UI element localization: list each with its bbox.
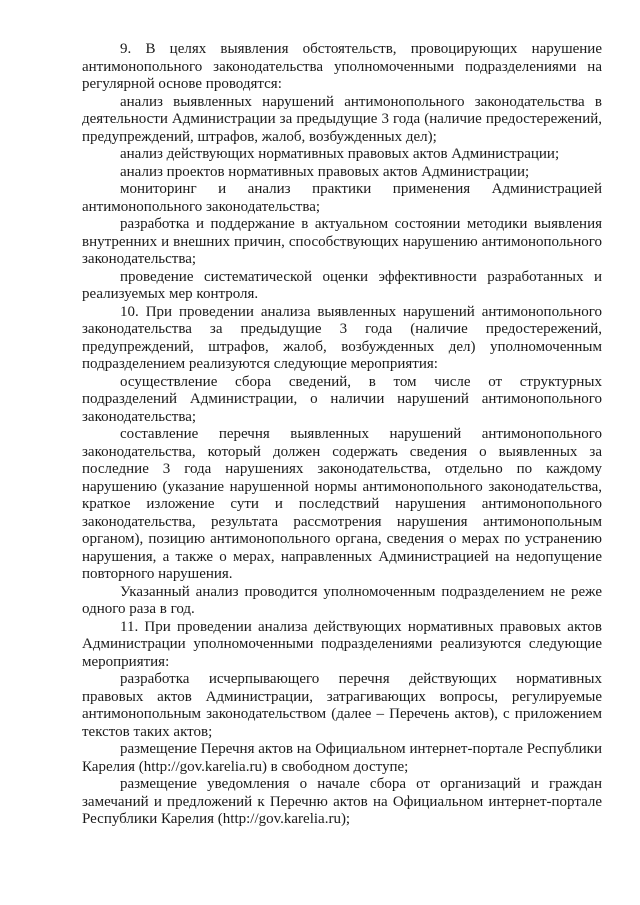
paragraph-9-intro: 9. В целях выявления обстоятельств, провоцирующих нарушение антимонопольного законодательства уполномоченными подразделениями на регулярной основе проводятся: (82, 41, 602, 92)
paragraph-10-intro: 10. При проведении анализа выявленных нарушений антимонопольного законодательства за предыдущие 3 года (наличие предостережений, предупреждений, штрафов, жалоб, возбужденных дел) уполномоченным подразделением реализуются следующие мероприятия: (82, 303, 602, 372)
paragraph-collection: осуществление сбора сведений, в том числе от структурных подразделений Администрации, о наличии нарушений антимонопольного законодательства; (82, 373, 602, 425)
paragraph-publication: размещение Перечня актов на Официальном интернет-портале Республики Карелия (http://gov.karelia.ru) в свободном доступе; (82, 741, 602, 775)
paragraph-evaluation: проведение систематической оценки эффективности разработанных и реализуемых мер контроля. (82, 268, 602, 302)
paragraph-annual-analysis: Указанный анализ проводится уполномоченным подразделением не реже одного раза в год. (82, 583, 602, 617)
paragraph-acts-list: разработка исчерпывающего перечня действующих нормативных правовых актов Администрации, затрагивающих вопросы, регулируемые антимонопольным законодательством (далее – Перечень актов), с приложением текстов таких актов; (82, 671, 602, 740)
paragraph-analysis-violations: анализ выявленных нарушений антимонопольного законодательства в деятельности Администрации за предыдущие 3 года (наличие предостережений, предупреждений, штрафов, жалоб, возбужденных дел); (82, 93, 602, 145)
paragraph-analysis-acts: анализ действующих нормативных правовых актов Администрации; (120, 146, 560, 162)
paragraph-violations-list: составление перечня выявленных нарушений антимонопольного законодательства, который должен содержать сведения о выявленных за последние 3 года нарушениях законодательства, отдельно по каждому нарушению (указание нарушенной нормы антимонопольного законодательства, краткое изложение сути и последствий нарушения антимонопольного законодательства, результата рассмотрения нарушения антимонопольным органом), позицию антимонопольного органа, сведения о мерах по устранению нарушения, а также о мерах, направленных Администрацией на недопущение повторного нарушения. (82, 426, 602, 582)
paragraph-methodology: разработка и поддержание в актуальном состоянии методики выявления внутренних и внешних причин, способствующих нарушению антимонопольного законодательства; (82, 216, 602, 267)
paragraph-monitoring: мониторинг и анализ практики применения Администрацией антимонопольного законодательства; (82, 181, 602, 215)
paragraph-11-intro: 11. При проведении анализа действующих нормативных правовых актов Администрации уполномоченными подразделениями реализуются следующие мероприятия: (82, 618, 602, 670)
paragraph-notification: размещение уведомления о начале сбора от организаций и граждан замечаний и предложений к Перечню актов на Официальном интернет-портале Республики Карелия (http://gov.karelia.ru); (82, 776, 602, 827)
document-body (82, 41, 602, 829)
paragraph-analysis-drafts: анализ проектов нормативных правовых актов Администрации; (120, 163, 530, 180)
